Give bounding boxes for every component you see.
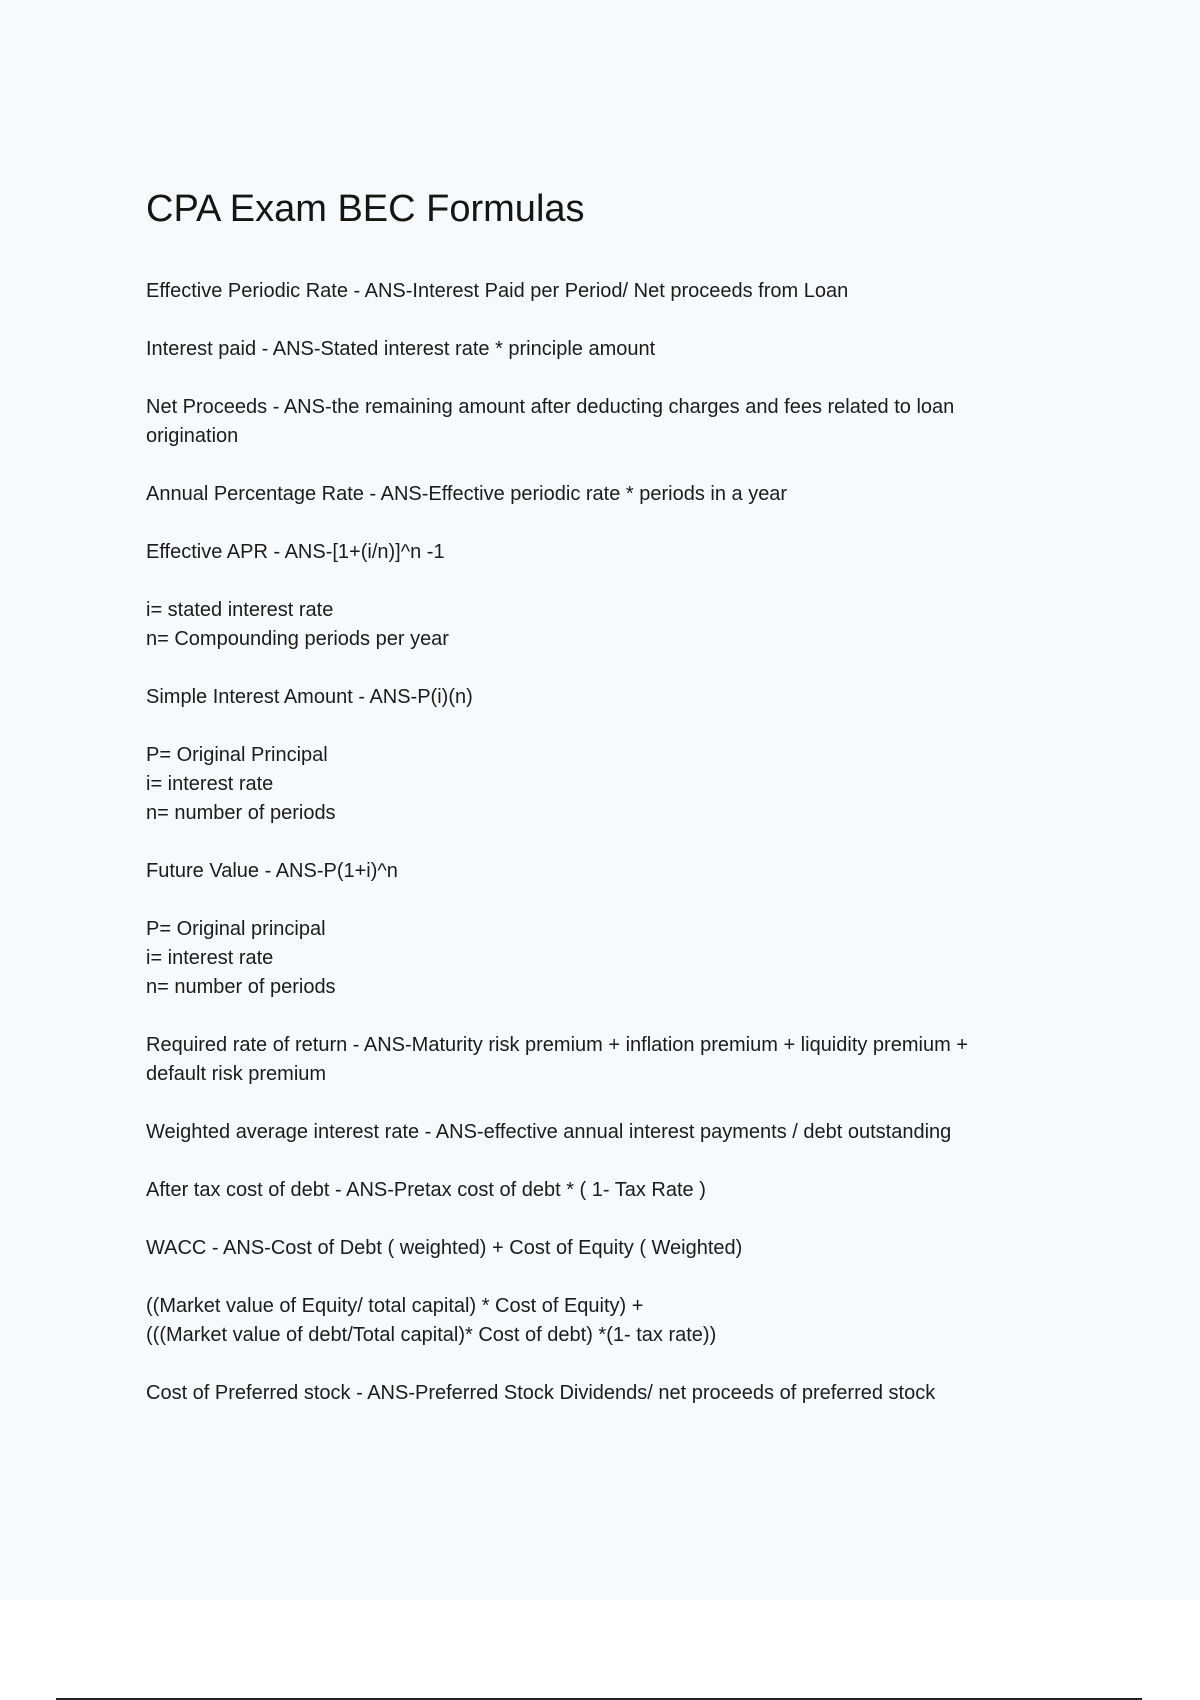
formula-line: Annual Percentage Rate - ANS-Effective periodic rate * periods in a year <box>146 483 788 505</box>
formula-line: After tax cost of debt - ANS-Pretax cost of debt * ( 1- Tax Rate ) <box>146 1179 706 1201</box>
formula-line: (((Market value of debt/Total capital)* Cost of debt) *(1- tax rate)) <box>146 1324 717 1346</box>
formula-entry <box>146 393 1086 451</box>
definition-line: P= Original principal <box>146 918 326 940</box>
variable-definitions <box>146 596 1086 654</box>
variable-definitions <box>146 915 1086 1002</box>
formula-line: ((Market value of Equity/ total capital) * Cost of Equity) + <box>146 1295 644 1317</box>
definition-line: n= number of periods <box>146 802 336 824</box>
formula-entry <box>146 1379 1086 1408</box>
formula-line: Cost of Preferred stock - ANS-Preferred Stock Dividends/ net proceeds of preferred stock <box>146 1382 936 1404</box>
document-content <box>146 185 1086 1437</box>
definition-line: n= Compounding periods per year <box>146 628 449 650</box>
formula-line: WACC - ANS-Cost of Debt ( weighted) + Cost of Equity ( Weighted) <box>146 1237 743 1259</box>
formula-line: Future Value - ANS-P(1+i)^n <box>146 860 398 882</box>
formula-entry <box>146 1031 1086 1089</box>
formula-line: Required rate of return - ANS-Maturity risk premium + inflation premium + liquidity premium + <box>146 1034 968 1056</box>
definition-line: P= Original Principal <box>146 744 328 766</box>
formula-line: Interest paid - ANS-Stated interest rate * principle amount <box>146 338 656 360</box>
definition-line: i= interest rate <box>146 773 274 795</box>
formula-entry <box>146 538 1086 567</box>
formula-line: Weighted average interest rate - ANS-effective annual interest payments / debt outstanding <box>146 1121 952 1143</box>
definition-line: i= interest rate <box>146 947 274 969</box>
formula-entry <box>146 1176 1086 1205</box>
formula-entry <box>146 480 1086 509</box>
document-title: CPA Exam BEC Formulas <box>146 188 585 230</box>
formula-line: Simple Interest Amount - ANS-P(i)(n) <box>146 686 473 708</box>
formula-line: default risk premium <box>146 1063 327 1085</box>
formula-entry <box>146 1118 1086 1147</box>
variable-definitions <box>146 741 1086 828</box>
formula-entry <box>146 857 1086 886</box>
formula-line: Effective APR - ANS-[1+(i/n)]^n -1 <box>146 541 445 563</box>
definition-line: i= stated interest rate <box>146 599 334 621</box>
formula-entry <box>146 277 1086 306</box>
formula-line: Net Proceeds - ANS-the remaining amount after deducting charges and fees related to loan <box>146 396 955 418</box>
formula-line: origination <box>146 425 239 447</box>
formula-entry <box>146 1292 1086 1350</box>
formula-line: Effective Periodic Rate - ANS-Interest Paid per Period/ Net proceeds from Loan <box>146 280 849 302</box>
formula-entry <box>146 335 1086 364</box>
definition-line: n= number of periods <box>146 976 336 998</box>
formula-entry <box>146 683 1086 712</box>
formula-entry <box>146 1234 1086 1263</box>
